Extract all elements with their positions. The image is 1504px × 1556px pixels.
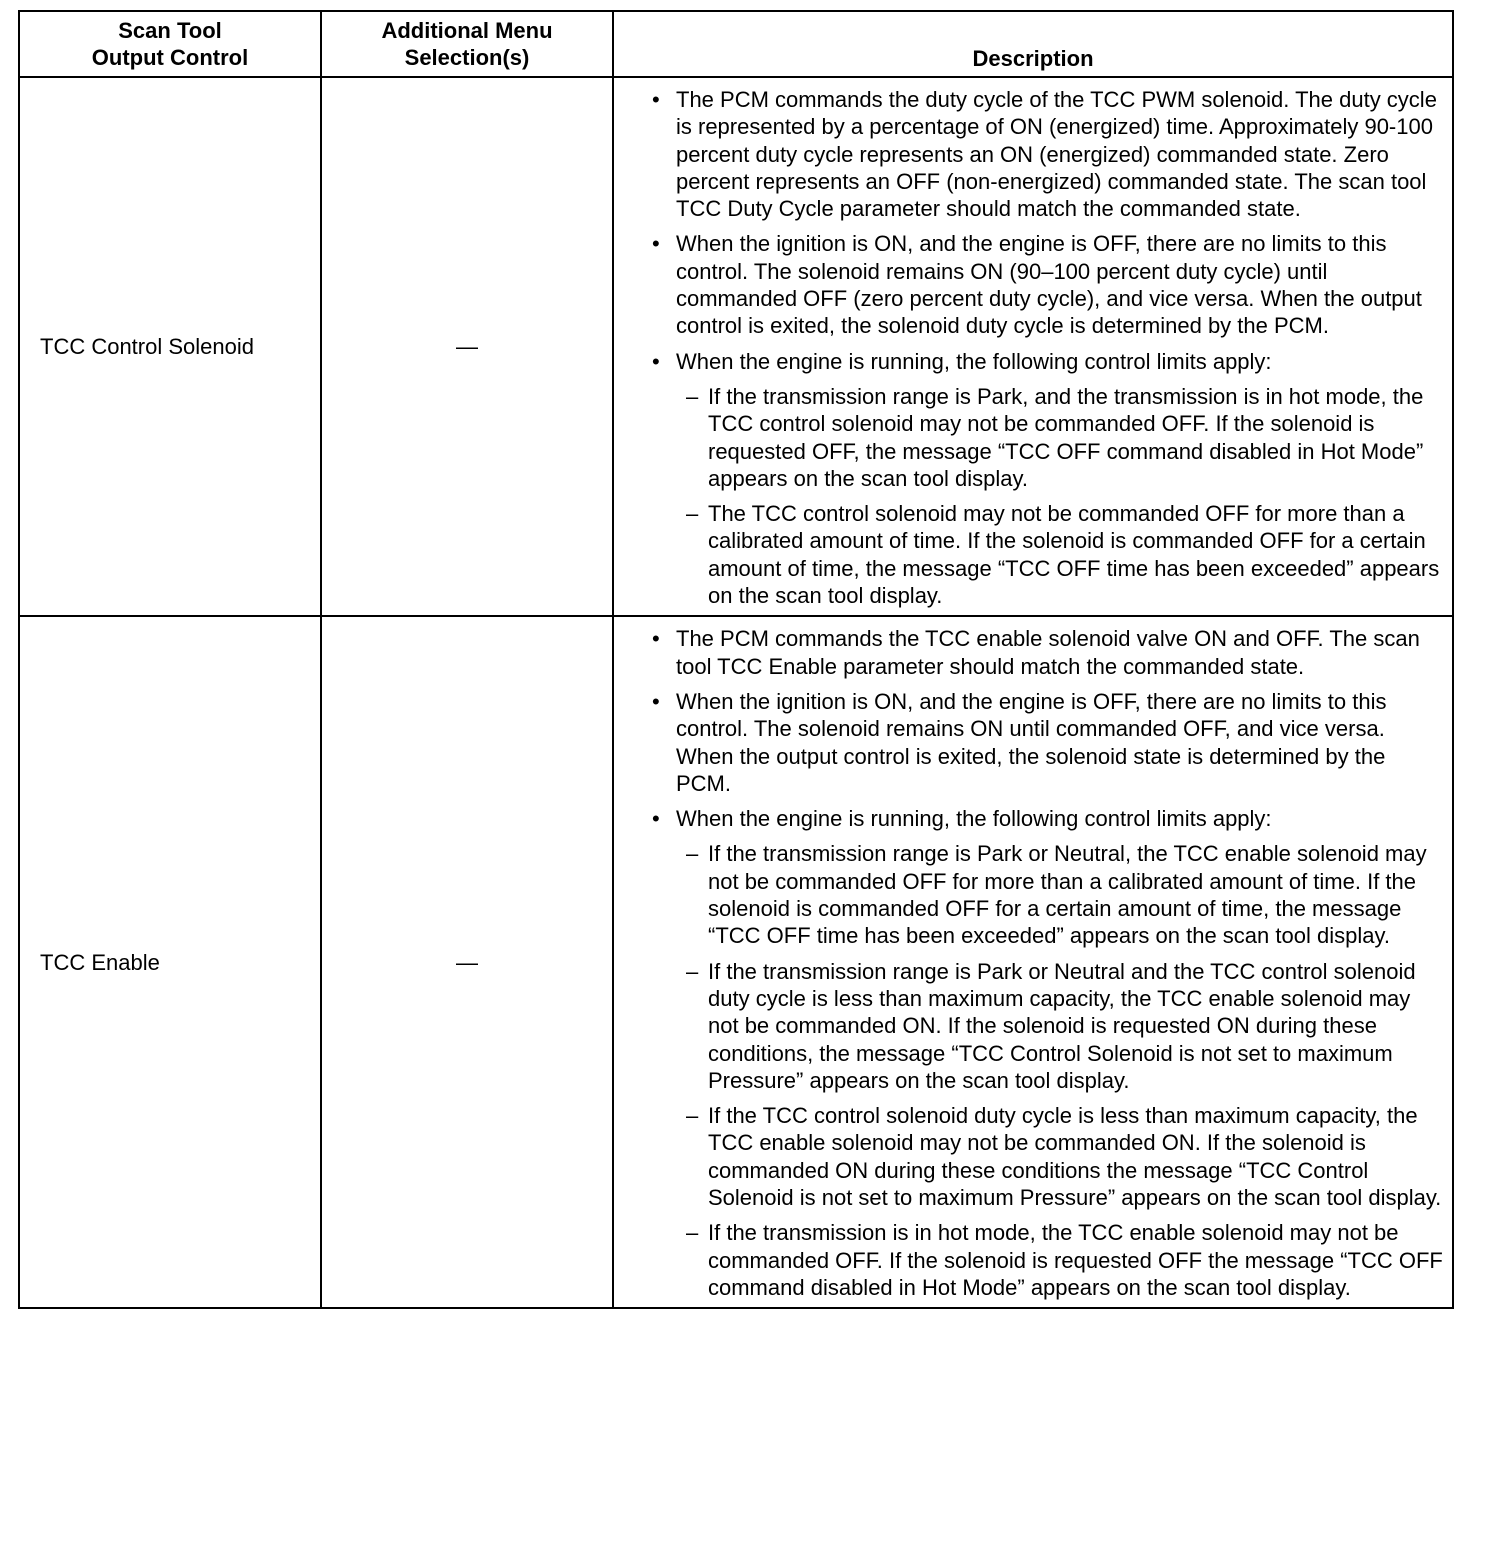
dash-marker: – — [686, 383, 699, 409]
description-sub-item — [652, 1102, 1444, 1211]
menu-selection: — — [321, 616, 613, 1308]
menu-selection: — — [321, 77, 613, 616]
description-bullet: • When the ignition is ON, and the engine is OFF, there are no limits to this control. The solenoid remains ON until commanded OFF, and vice versa. When the output control is exited, the solenoid state is determined by the PCM. — [652, 688, 1444, 797]
output-control-name: TCC Control Solenoid — [19, 77, 321, 616]
header-menu-selections: Additional Menu Selection(s) — [321, 11, 613, 77]
header-output-control: Scan Tool Output Control — [19, 11, 321, 77]
description-bullet: • When the ignition is ON, and the engine is OFF, there are no limits to this control. The solenoid remains ON (90–100 percent duty cycle) until commanded OFF (zero percent duty cycle), and vice versa. When the output control is exited, the solenoid duty cycle is determined by the PCM. — [652, 230, 1444, 339]
scan-tool-output-table — [18, 10, 1454, 1309]
description-sub-item — [652, 1219, 1444, 1301]
description-sub-item — [652, 840, 1444, 949]
sub-item-text: If the transmission range is Park or Neutral and the TCC control solenoid duty cycle is less than maximum capacity, the TCC enable solenoid may not be commanded ON. If the solenoid is requested ON during these conditions, the message “TCC Control Solenoid is not set to maximum Pressure” appears on the scan tool display. — [708, 958, 1416, 1093]
output-control-name: TCC Enable — [19, 616, 321, 1308]
dash-marker: – — [686, 958, 699, 984]
table-row — [19, 77, 1453, 616]
sub-item-text: If the TCC control solenoid duty cycle is less than maximum capacity, the TCC enable solenoid may not be commanded ON. If the solenoid is commanded ON during these conditions the message “TCC Control Solenoid is not set to maximum Pressure” appears on the scan tool display. — [708, 1103, 1442, 1210]
sub-item-text: If the transmission is in hot mode, the TCC enable solenoid may not be commanded OFF. If the solenoid is requested OFF the message “TCC OFF command disabled in Hot Mode” appears on the scan tool display. — [708, 1220, 1443, 1300]
dash-marker: – — [686, 841, 699, 867]
table-body — [19, 77, 1453, 1308]
description-bullet: • The PCM commands the TCC enable solenoid valve ON and OFF. The scan tool TCC Enable parameter should match the commanded state. — [652, 625, 1444, 680]
description-bullet: • The PCM commands the duty cycle of the TCC PWM solenoid. The duty cycle is represented by a percentage of ON (energized) time. Approximately 90-100 percent duty cycle represents an ON (energized) commanded state. Zero percent represents an OFF (non-energized) commanded state. The scan tool TCC Duty Cycle parameter should match the commanded state. — [652, 86, 1444, 222]
scan-tool-output-table-container — [18, 10, 1452, 1309]
sub-item-text: If the transmission range is Park or Neutral, the TCC enable solenoid may not be commanded OFF for more than a calibrated amount of time. If the solenoid is commanded OFF for a certain amount of time, the message “TCC OFF time has been exceeded” appears on the scan tool display. — [708, 841, 1427, 949]
description-cell — [613, 77, 1453, 616]
description-bullet: • When the engine is running, the following control limits apply: — [652, 348, 1444, 375]
description-sub-item — [652, 500, 1444, 609]
dash-marker: – — [686, 501, 699, 527]
description-sub-item — [652, 958, 1444, 1094]
sub-item-text: The TCC control solenoid may not be commanded OFF for more than a calibrated amount of time. If the solenoid is commanded OFF for a certain amount of time, the message “TCC OFF time has been exceeded” appears on the scan tool display. — [708, 501, 1440, 609]
description-sub-item — [652, 383, 1444, 492]
sub-item-text: If the transmission range is Park, and the transmission is in hot mode, the TCC control solenoid may not be commanded OFF. If the solenoid is requested OFF, the message “TCC OFF command disabled in Hot Mode” appears on the scan tool display. — [708, 383, 1424, 491]
dash-marker: – — [686, 1220, 699, 1246]
table-header-row — [19, 11, 1453, 77]
table-row — [19, 616, 1453, 1308]
dash-marker: – — [686, 1103, 699, 1129]
header-description: Description — [613, 11, 1453, 77]
description-cell — [613, 616, 1453, 1308]
description-bullet: • When the engine is running, the following control limits apply: — [652, 805, 1444, 832]
